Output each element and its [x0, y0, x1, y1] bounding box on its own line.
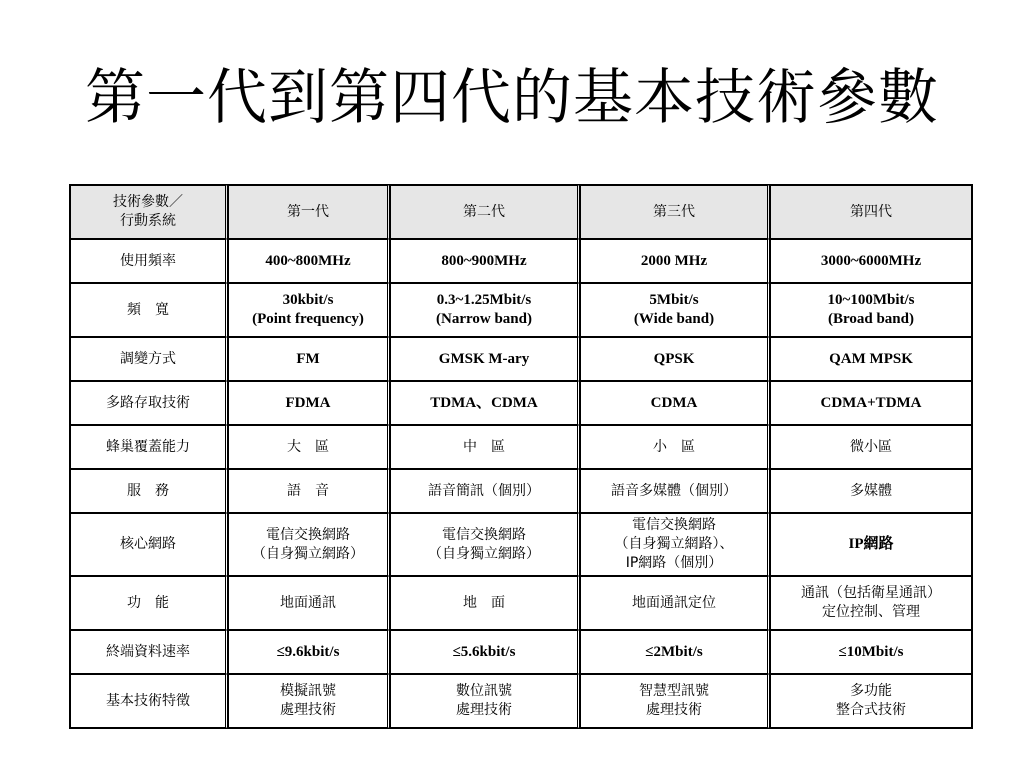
cell-line: 電信交換網路: [442, 526, 526, 543]
cell-line: CDMA+TDMA: [820, 394, 922, 411]
cell-line: 處理技術: [456, 702, 512, 718]
table-cell: [390, 469, 580, 513]
table-cell: [228, 381, 390, 425]
cell-line: （自身獨立網路）: [252, 545, 364, 562]
table-cell: [390, 576, 580, 630]
table-cell: [390, 630, 580, 674]
row-label: 使用頻率: [70, 239, 228, 283]
cell-line: 電信交換網路: [266, 526, 350, 543]
cell-line: 10~100Mbit/s: [827, 292, 915, 308]
cell-line: 通訊（包括衛星通訊）: [801, 585, 941, 601]
cell-line: GMSK M-ary: [438, 350, 530, 367]
table-cell: [228, 576, 390, 630]
table-cell: [770, 425, 972, 469]
row-label: 功 能: [70, 576, 228, 630]
row-label: 蜂巢覆蓋能力: [70, 425, 228, 469]
cell-line: ≤2Mbit/s: [645, 643, 703, 660]
cell-line: 多媒體: [850, 482, 892, 499]
slide-title: 第一代到第四代的基本技術參數: [85, 63, 939, 133]
cell-line: IP網路: [848, 536, 894, 552]
table-cell: [390, 337, 580, 381]
table-cell: [770, 239, 972, 283]
cell-line: 微小區: [850, 438, 892, 455]
table-cell: [228, 513, 390, 576]
cell-line: ≤10Mbit/s: [838, 643, 904, 660]
cell-line: 地面通訊定位: [632, 594, 716, 611]
table-row: [70, 381, 972, 425]
header-gen-2: 第二代: [390, 185, 580, 239]
cell-line: ≤9.6kbit/s: [276, 643, 340, 660]
table-cell: [770, 337, 972, 381]
cell-line: QPSK: [653, 350, 695, 367]
table-row: [70, 513, 972, 576]
table-cell: [228, 630, 390, 674]
table-cell: [580, 337, 770, 381]
cell-line: 800~900MHz: [441, 252, 527, 269]
cell-line: 語音簡訊（個別）: [428, 482, 540, 499]
table-row: [70, 630, 972, 674]
cell-line: IP網路（個別）: [625, 555, 723, 571]
cell-line: 整合式技術: [836, 702, 906, 718]
table-cell: [770, 469, 972, 513]
table-cell: [770, 630, 972, 674]
cell-line: （自身獨立網路）: [428, 545, 540, 562]
table-cell: [770, 283, 972, 337]
header-gen-1: 第一代: [228, 185, 390, 239]
cell-line: 3000~6000MHz: [820, 252, 922, 269]
cell-line: TDMA、CDMA: [430, 394, 538, 411]
table-cell: [390, 283, 580, 337]
table-cell: [580, 630, 770, 674]
table-cell: [580, 674, 770, 728]
table-cell: [228, 469, 390, 513]
cell-line: ≤5.6kbit/s: [452, 643, 516, 660]
table-row: [70, 425, 972, 469]
cell-line: 30kbit/s: [282, 292, 334, 308]
table-cell: [770, 381, 972, 425]
cell-line: 電信交換網路: [632, 517, 716, 533]
table-cell: [390, 381, 580, 425]
table-row: [70, 337, 972, 381]
cell-line: 400~800MHz: [265, 252, 351, 269]
row-label: 多路存取技術: [70, 381, 228, 425]
cell-line: 智慧型訊號: [639, 683, 709, 699]
cell-line: 數位訊號: [456, 683, 512, 699]
header-param-line: 行動系統: [120, 213, 176, 229]
table-cell: [228, 674, 390, 728]
table-cell: [580, 239, 770, 283]
row-label: 核心網路: [70, 513, 228, 576]
table-cell: [580, 576, 770, 630]
table-row: [70, 674, 972, 728]
cell-line: 5Mbit/s: [649, 292, 699, 308]
cell-line: 小 區: [653, 438, 695, 455]
cell-line: （自身獨立網路）、: [614, 536, 734, 552]
table-cell: [770, 674, 972, 728]
cell-line: 定位控制、管理: [822, 604, 920, 620]
header-param-cell: [70, 185, 228, 239]
cell-line: FDMA: [285, 394, 331, 411]
cell-line: QAM MPSK: [829, 350, 913, 367]
table-cell: [580, 381, 770, 425]
table-cell: [770, 576, 972, 630]
row-label: 終端資料速率: [70, 630, 228, 674]
cell-line: 多功能: [850, 683, 892, 699]
cell-line: 模擬訊號: [280, 683, 336, 699]
table-row: [70, 469, 972, 513]
table-cell: [228, 425, 390, 469]
row-label: 調變方式: [70, 337, 228, 381]
cell-line: 語音多媒體（個別）: [611, 482, 737, 499]
table-cell: [228, 239, 390, 283]
table-cell: [228, 337, 390, 381]
row-label: 頻 寬: [70, 283, 228, 337]
cell-line: 大 區: [287, 438, 329, 455]
row-label: 基本技術特徵: [70, 674, 228, 728]
table-row: [70, 283, 972, 337]
table-cell: [580, 425, 770, 469]
header-gen-3: 第三代: [580, 185, 770, 239]
table-cell: [390, 513, 580, 576]
cell-line: 2000 MHz: [640, 252, 708, 269]
table-cell: [390, 239, 580, 283]
row-label: 服 務: [70, 469, 228, 513]
cell-line: 0.3~1.25Mbit/s: [436, 292, 532, 308]
header-gen-4: 第四代: [770, 185, 972, 239]
cell-line: (Point frequency): [252, 311, 364, 327]
cell-line: FM: [296, 350, 320, 367]
table-cell: [580, 469, 770, 513]
header-row: [70, 185, 972, 239]
table-cell: [390, 674, 580, 728]
cell-line: 地 面: [463, 594, 505, 611]
tech-parameters-table: [69, 184, 973, 729]
table-cell: [390, 425, 580, 469]
cell-line: (Narrow band): [436, 311, 532, 327]
cell-line: CDMA: [650, 394, 698, 411]
cell-line: (Wide band): [633, 311, 715, 327]
cell-line: 地面通訊: [280, 594, 336, 611]
cell-line: 處理技術: [646, 702, 702, 718]
cell-line: (Broad band): [827, 311, 914, 327]
table-cell: [228, 283, 390, 337]
table-row: [70, 239, 972, 283]
header-param-line: 技術參數／: [113, 194, 183, 210]
table-cell: [580, 513, 770, 576]
table-row: [70, 576, 972, 630]
cell-line: 中 區: [463, 438, 505, 455]
cell-line: 語 音: [287, 482, 329, 499]
table-cell: [770, 513, 972, 576]
cell-line: 處理技術: [280, 702, 336, 718]
table-cell: [580, 283, 770, 337]
